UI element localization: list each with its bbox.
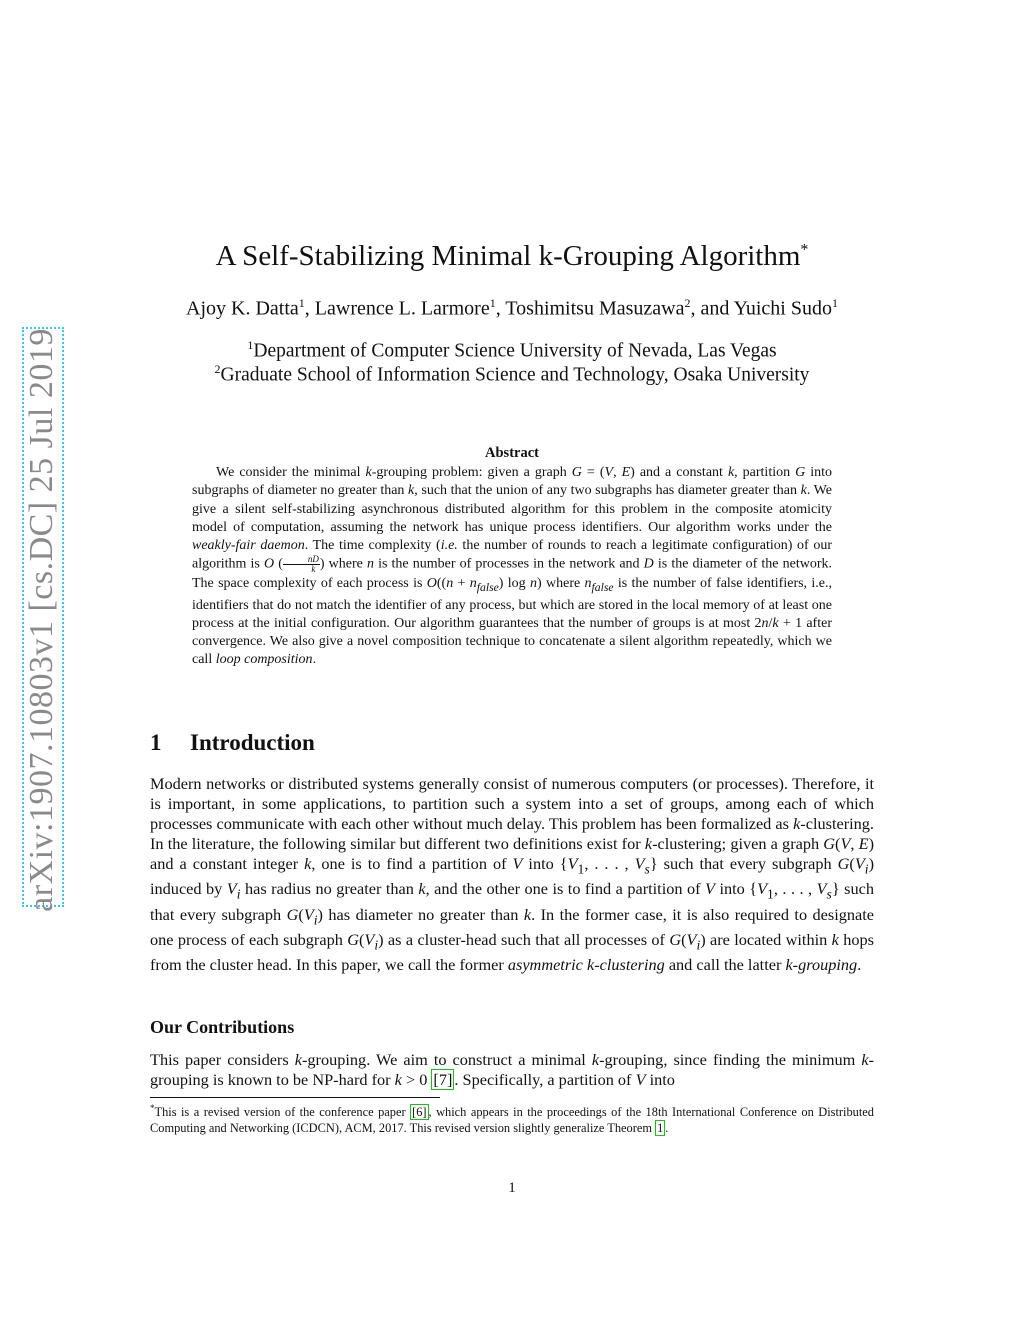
citation-link[interactable]: [7] xyxy=(433,1070,453,1089)
introduction-paragraph: Modern networks or distributed systems generally consist of numerous computers (or processes). Therefore, it is important, in some applications, to partition such a system into a set of groups, among each of which processes communicate with each other without much delay. This problem has been formalized as k-clustering. In the literature, the following similar but different two definitions exist for k-clustering; given a graph G(V, E) and a constant integer k, one is to find a partition of V into {$V_1$, . . . , $V_s$} such that every subgraph $G(V_i)$ induced by $V_i$ has radius no greater than k, and the other one is to find a partition of V into {$V_1$, . . . , $V_s$} such that every subgraph $G(V_i)$ has diameter no greater than k. In the former case, it is also required to designate one process of each subgraph $G(V_i)$ as a cluster-head such that all processes of $G(V_i)$ are located within k hops from the cluster head. In this paper, we call the former asymmetric k-clustering and call the latter k-grouping. xyxy=(150,774,875,974)
author-list: Ajoy K. Datta$^1$, Lawrence L. Larmore$^1$, Toshimitsu Masuzawa$^2$, and Yuichi Sudo$^1$ xyxy=(186,296,838,320)
author: Toshimitsu Masuzawa xyxy=(505,297,685,320)
footnote: *This is a revised version of the conference paper [6] , which appears in the proceedings of the 18th International Conference on Distributed Computing and Networking (ICDCN), ACM, 2017. This revised version slightly generalize Theorem 1 . xyxy=(150,1103,874,1136)
section-heading: 1 Introduction xyxy=(150,730,315,755)
subsection-heading: Our Contributions xyxy=(150,1017,295,1037)
page-number: 1 xyxy=(508,1180,516,1196)
affiliation-1: $^1$Department of Computer Science University of Nevada, Las Vegas xyxy=(247,338,777,362)
arxiv-identifier[interactable]: arXiv:1907.10803v1 [cs.DC] 25 Jul 2019 xyxy=(23,328,60,912)
footnote-divider xyxy=(150,1097,440,1098)
author: Yuichi Sudo xyxy=(733,297,832,320)
contributions-paragraph: This paper considers k-grouping. We aim to construct a minimal k-grouping, since finding the minimum k-grouping is known to be NP-hard for k > 0 [7] . Specifically, a partition of V into xyxy=(150,1050,874,1089)
theorem-link[interactable]: 1 xyxy=(657,1121,664,1136)
abstract-body: We consider the minimal k-grouping problem: given a graph G = (V, E) and a constant k, partition G into subgraphs of diameter no greater than k, such that the union of any two subgraphs has diameter greater than k. We give a silent self-stabilizing asynchronous distributed algorithm for this problem in the composite atomicity model of computation, assuming the network has unique process identifiers. Our algorithm works under the weakly-fair daemon. The time complexity (i.e. the number of rounds to reach a legitimate configuration) of our algorithm is O ( $\frac{nD}{k}$ ) where n is the number of processes in the network and D is the diameter of the network. The space complexity of each process is $O((n + n_{false})$ log n) where $n_{false}$ is the number of false identifiers, i.e., identifiers that do not match the identifier of any process, but which are stored in the local memory of at least one process at the initial configuration. Our algorithm guarantees that the number of groups is at most 2n/k + 1 after convergence. We also give a novel composition technique to concatenate a silent algorithm repeatedly, which we call loop composition. xyxy=(192,465,833,668)
paper-title: A Self-Stabilizing Minimal k-Grouping Algorithm* xyxy=(215,240,809,272)
abstract-heading: Abstract xyxy=(485,445,539,461)
citation-link[interactable]: [6] xyxy=(412,1105,427,1120)
author: Lawrence L. Larmore xyxy=(314,297,490,320)
author: Ajoy K. Datta xyxy=(186,297,299,320)
affiliation-2: $^2$Graduate School of Information Science and Technology, Osaka University xyxy=(214,362,810,386)
title-footnote-mark: * xyxy=(800,241,809,259)
